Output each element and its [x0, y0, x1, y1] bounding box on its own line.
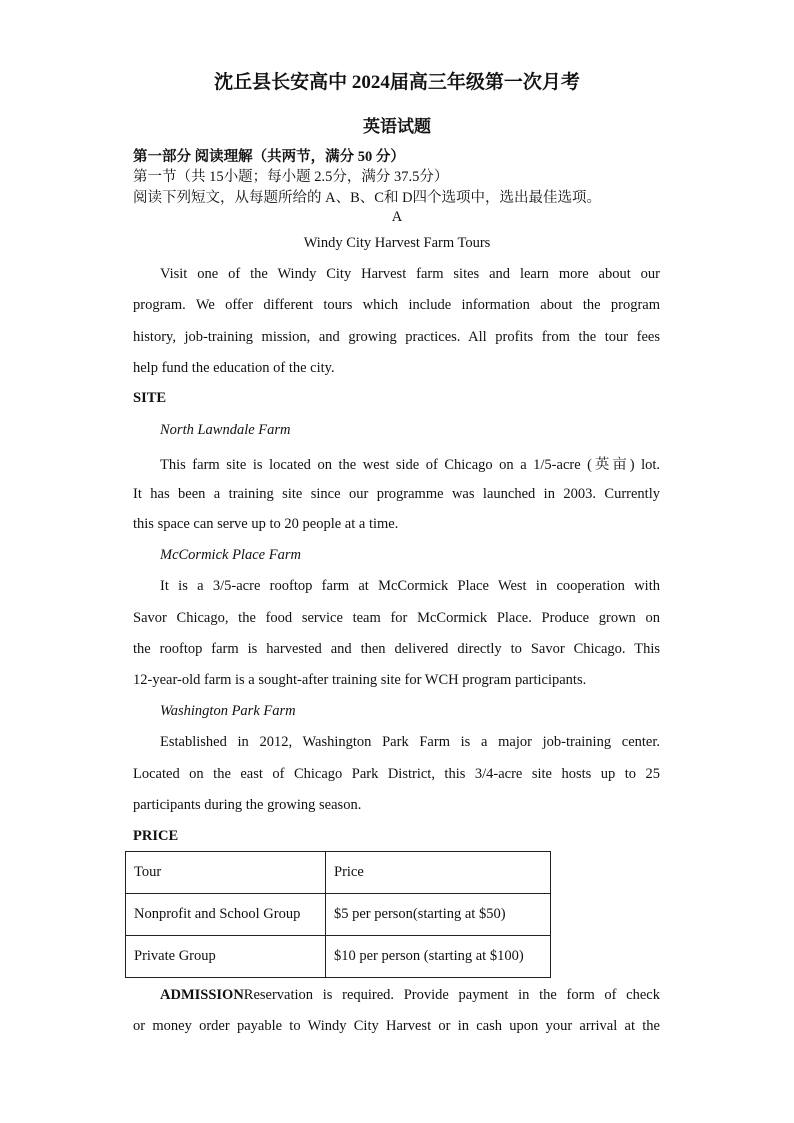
farm-line: Established in 2012, Washington Park Farm is a major job-training center. — [160, 734, 660, 750]
admission-label: ADMISSION — [160, 987, 244, 1003]
passage-label: A — [391, 209, 403, 225]
farm-line: the rooftop farm is harvested and then delivered directly to Savor Chicago. This — [133, 641, 660, 657]
table-row — [126, 936, 551, 978]
farm-line: Located on the east of Chicago Park District, this 3/4-acre site hosts up to 25 — [133, 766, 660, 782]
farm-name: North Lawndale Farm — [160, 422, 291, 438]
farm-name: McCormick Place Farm — [160, 547, 301, 563]
table-cell: $5 per person(starting at $50) — [326, 894, 551, 936]
table-row — [126, 894, 551, 936]
directions: 阅读下列短文，从每题所给的 A、B、C和 D四个选项中，选出最佳选项。 — [133, 190, 602, 206]
table-header-cell: Tour — [126, 852, 326, 894]
price-table — [125, 851, 551, 978]
farm-line: It is a 3/5-acre rooftop farm at McCormick Place West in cooperation with — [160, 578, 660, 594]
intro-line: history, job-training mission, and growing practices. All profits from the tour fees — [133, 329, 660, 345]
table-cell: $10 per person (starting at $100) — [326, 936, 551, 978]
farm-line: This farm site is located on the west side of Chicago on a 1/5-acre (英亩) lot. — [160, 457, 660, 473]
farm-line: Savor Chicago, the food service team for McCormick Place. Produce grown on — [133, 610, 660, 626]
table-cell: Nonprofit and School Group — [126, 894, 326, 936]
site-heading: SITE — [133, 390, 167, 406]
intro-line: Visit one of the Windy City Harvest farm sites and learn more about our — [160, 266, 660, 282]
table-header-row — [126, 852, 551, 894]
farm-line: It has been a training site since our programme was launched in 2003. Currently — [133, 486, 660, 502]
admission-line — [160, 987, 660, 1004]
table-header-cell: Price — [326, 852, 551, 894]
admission-text: Reservation is required. Provide payment in the form of check — [243, 987, 660, 1003]
intro-line: help fund the education of the city. — [133, 360, 335, 376]
exam-subtitle: 英语试题 — [363, 117, 431, 136]
section-heading: 第一节（共 15小题；每小题 2.5分，满分 37.5分） — [133, 169, 449, 185]
table-cell: Private Group — [126, 936, 326, 978]
admission-line: or money order payable to Windy City Harvest or in cash upon your arrival at the — [133, 1018, 660, 1034]
price-heading: PRICE — [133, 828, 179, 844]
farm-line: 12-year-old farm is a sought-after training site for WCH program participants. — [133, 672, 587, 688]
intro-line: program. We offer different tours which include information about the program — [133, 297, 660, 313]
farm-line: this space can serve up to 20 people at a time. — [133, 516, 399, 532]
passage-title: Windy City Harvest Farm Tours — [303, 235, 491, 251]
exam-title: 沈丘县长安高中 2024届高三年级第一次月考 — [214, 72, 580, 93]
part-heading: 第一部分 阅读理解（共两节，满分 50 分） — [133, 149, 405, 165]
farm-name: Washington Park Farm — [160, 703, 296, 719]
farm-line: participants during the growing season. — [133, 797, 362, 813]
